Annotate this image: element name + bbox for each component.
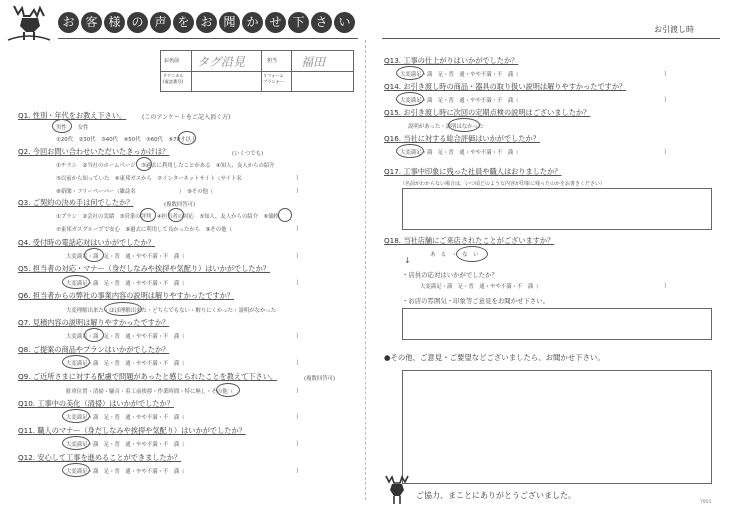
q2-opt3: ⑧新聞・フリーペーパー（雑誌名 ） ⑨その他（ (56, 189, 214, 195)
label-name: お名前 (164, 58, 180, 64)
header-title-char: お (196, 12, 217, 33)
q16-title: Q16. 当社に対する総合評価はいかがでしたか？ (384, 134, 540, 143)
right-header-rule (382, 38, 720, 39)
shop-q1-paren: ） (664, 283, 671, 290)
q12-circle (62, 463, 90, 477)
shop-q2: ・お店の雰囲気・印象等ご意見をお聞かせ下さい。 (402, 297, 549, 305)
q4-circle (84, 248, 104, 262)
q18-title: Q18. 当社店舗にご来店されたことがございますか？ (384, 236, 555, 245)
q13-scale: 大変満足・満 足・普 通・やや不満・不 満（ (400, 72, 519, 78)
q2-paren: ） (296, 175, 303, 182)
q18-arrow: ↓ (404, 256, 411, 265)
q12-scale: 大変満足・満 足・普 通・やや不満・不 満（ (66, 469, 185, 475)
q16-scale: 大変満足・満 足・普 通・やや不満・不 満（ (400, 150, 519, 156)
q3-opt1: ①プラン ②会社の実績 ③営業の評判 ④担当者の対応 ⑤知人、友人からの紹介 ⑥価格 (56, 214, 280, 220)
header-title-char: を (173, 12, 194, 33)
q1-age: ①20代 ②30代 ③40代 ④50代 ⑤60代 ⑥70才以上 (56, 137, 197, 143)
other-title: ●その他、ご意見・ご要望などございましたら、お聞かせ下さい。 (384, 353, 605, 362)
q5-title: Q5. 担当者の対応・マナー（身だしなみや挨拶や気配り）はいかがでしたか？ (18, 264, 270, 273)
shop-answer-box[interactable] (402, 308, 712, 340)
q2-title: Q2. 今回お問い合わせいただいたきっかけは？ (18, 147, 170, 156)
q2-paren2: ） (296, 188, 303, 195)
q3-opt2: ⑦東邦ガスグループで安心 ⑧過去に利用して良かったから ⑨その他（ (56, 227, 232, 233)
header-title-char: い (334, 12, 355, 33)
q18-circle (456, 246, 488, 262)
q8-scale: 大変満足・満 足・普 通・やや不満・不 満（ (66, 361, 185, 367)
center-fold (365, 40, 366, 500)
q11-paren: ） (296, 441, 303, 448)
label-staff: 担当 (267, 58, 278, 64)
q3-paren: ） (296, 226, 303, 233)
other-answer-box[interactable] (402, 370, 712, 484)
header-title-char: せ (265, 12, 286, 33)
label-reform: リフォーム プランナー (263, 73, 284, 84)
q10-title: Q10. 工事中の美化（清掃）はいかがでしたか？ (18, 399, 174, 408)
q4-title: Q4. 受付時の電話応対はいかがでしたか？ (18, 238, 155, 247)
header-title-char: 下 (288, 12, 309, 33)
q5-circle (62, 275, 90, 289)
q15-title: Q15. お引き渡し時に次回の定期点検の説明はございましたか？ (384, 108, 591, 117)
q8-title: Q8. ご提案の商品やプランはいかがでしたか？ (18, 345, 170, 354)
q14-circle (396, 92, 424, 106)
q6-circle (104, 302, 142, 316)
q12-paren: ） (296, 468, 303, 475)
deer-logo-left (4, 2, 54, 42)
q2-opt1: ①チラシ ②当社のホームページ ③過去に利用したことがある ④知人、友人からの紹介 (56, 163, 275, 169)
q1-title: Q1. 性別・年代をお教え下さい。 (18, 111, 127, 120)
q18-opt: あ る ・ な い (430, 252, 479, 258)
q14-title: Q14. お引き渡し時の商品・器具の取り扱い説明は解りやすかったですか？ (384, 82, 627, 91)
q11-scale: 大変満足・満 足・普 通・やや不満・不 満（ (66, 442, 185, 448)
q1-circle-male (52, 119, 72, 133)
footer-code: 7951 (700, 500, 712, 505)
q8-paren: ） (296, 360, 303, 367)
q6-title: Q6. 担当者からの弊社の事業内容の説明は解りやすかったですか？ (18, 291, 235, 300)
q11-title: Q11. 職人のマナー（身だしなみや挨拶や気配り）はいかがでしたか？ (18, 426, 246, 435)
q9-paren: ） (296, 388, 303, 395)
q15-circle (448, 118, 480, 132)
header-rule (58, 38, 358, 39)
header-title-char: か (242, 12, 263, 33)
q9-circle (216, 383, 240, 397)
q10-paren: ） (296, 414, 303, 421)
q1-gender: 男性 女性 (56, 125, 89, 131)
header-title-char: 客 (81, 12, 102, 33)
q7-scale: 大変満足・満 足・普 通・やや不満・不 満（ (66, 334, 185, 340)
q9-title: Q9. ご近所さまに対する配慮で問題があったと感じられたことを教えて下さい。 (18, 372, 278, 381)
q12-title: Q12. 安心して工事を進めることができましたか？ (18, 453, 182, 462)
q14-paren: ） (664, 97, 671, 104)
q3-title: Q3. ご契約の決め手は何でしたか？ (18, 198, 134, 207)
q3-note: (複数回答可) (164, 202, 196, 208)
q9-note: (複数回答可) (304, 376, 336, 382)
shop-q1-scale: 大変満足・満 足・普 通・やや不満・不 満（ (420, 284, 539, 290)
q14-scale: 大変満足・満 足・普 通・やや不満・不 満（ (400, 98, 519, 104)
right-header-label: お引渡し時 (654, 25, 694, 34)
q2-opt2: ⑤以前から知っていた ⑥東邦ガスから ⑦インターネットサイト（サイト名 (56, 176, 242, 182)
header-title-char: 聞 (219, 12, 240, 33)
q10-circle (62, 409, 90, 423)
q2-circle (136, 157, 152, 171)
q7-circle (84, 328, 104, 342)
q2-note: (いくつでも) (232, 151, 264, 157)
q13-title: Q13. 工事の仕上がりはいかがでしたか？ (384, 56, 519, 65)
q16-circle (396, 144, 424, 158)
q17-note: （名前がわからない場合は、いつ頃どのような内容が印象に残ったのかをお書きください） (400, 181, 606, 187)
q11-circle (62, 436, 90, 450)
header-title-char: 声 (150, 12, 171, 33)
q10-scale: 大変満足・満 足・普 通・やや不満・不 満（ (66, 415, 185, 421)
q17-title: Q17. 工事中印象に残った社員や職人はおりましたか？ (384, 167, 562, 176)
q6-scale: 大変理解出来た・ほぼ理解出来た・どちらでもない・解りにくかった・説明がなかった (66, 308, 277, 314)
q13-paren: ） (664, 71, 671, 78)
q7-paren: ） (296, 333, 303, 340)
q3-circle2 (168, 208, 184, 222)
header-title (58, 12, 355, 33)
deer-logo-right (380, 472, 414, 506)
header-title-char: の (127, 12, 148, 33)
q17-answer-box[interactable] (402, 188, 712, 230)
label-tel: テクニカル (電話番号) (163, 73, 184, 84)
q1-circle-age (178, 131, 196, 145)
q16-paren: ） (664, 149, 671, 156)
q1-note: (このアンケートをご記入頂く方) (142, 114, 231, 121)
info-table (160, 50, 354, 92)
header-title-char: お (58, 12, 79, 33)
q4-scale: 大変満足・満 足・普 通・やや不満・不 満（ (66, 254, 185, 260)
q13-circle (396, 66, 424, 80)
name-value: タグ沿見 (197, 55, 246, 69)
q4-paren: ） (296, 253, 303, 260)
q9-opt: 駐車位置・清掃・騒音・着工前挨拶・作業時間・特に無し・その他（ (66, 389, 234, 395)
q8-circle (62, 355, 90, 369)
shop-q1: ・店員の応対はいかがでしたか？ (402, 271, 498, 279)
header-title-char: さ (311, 12, 332, 33)
q3-circle1 (140, 208, 156, 222)
q5-paren: ） (296, 280, 303, 287)
q7-title: Q7. 見積内容の説明は解りやすかったですか？ (18, 318, 170, 327)
staff-value: 福田 (301, 55, 326, 69)
q5-scale: 大変満足・満 足・普 通・やや不満・不 満（ (66, 281, 185, 287)
header-title-char: 様 (104, 12, 125, 33)
q15-opt: 説明があった・説明はなかった (408, 124, 484, 130)
thanks-text: ご協力、まことにありがとうございました。 (416, 491, 576, 500)
q3-circle3 (278, 208, 292, 222)
